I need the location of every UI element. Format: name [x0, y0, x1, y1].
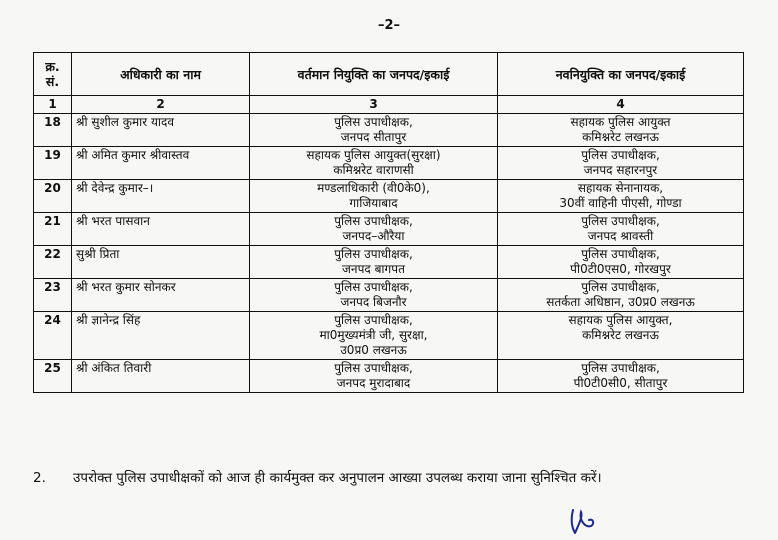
current-posting [250, 213, 498, 246]
officer-name: श्री अमित कुमार श्रीवास्तव [72, 147, 250, 180]
new-posting [498, 213, 744, 246]
new-posting [498, 147, 744, 180]
serial-number: 22 [34, 246, 72, 279]
posting-line: जनपद सहारनपुर [583, 163, 658, 177]
posting-line: जनपद–औरैया [342, 229, 405, 243]
posting-line: पी0टी0एस0, गोरखपुर [570, 262, 671, 276]
header-current-posting: वर्तमान नियुक्ति का जनपद/इकाई [250, 53, 498, 96]
posting-line: पुलिस उपाधीक्षक, [581, 148, 660, 162]
officer-name: श्री ज्ञानेन्द्र सिंह [72, 312, 250, 360]
table-header-row [34, 53, 744, 96]
column-number: 4 [498, 96, 744, 114]
posting-line: उ0प्र0 लखनऊ [340, 343, 407, 357]
current-posting [250, 180, 498, 213]
header-officer-name: अधिकारी का नाम [72, 53, 250, 96]
table-row [34, 246, 744, 279]
new-posting [498, 180, 744, 213]
current-posting [250, 312, 498, 360]
serial-number: 20 [34, 180, 72, 213]
posting-line: पुलिस उपाधीक्षक, [581, 280, 660, 294]
table-row [34, 114, 744, 147]
new-posting [498, 114, 744, 147]
header-new-posting: नवनियुक्ति का जनपद/इकाई [498, 53, 744, 96]
posting-line: कमिश्नरेट लखनऊ [582, 328, 659, 342]
table-body [34, 96, 744, 393]
posting-line: सहायक पुलिस आयुक्त, [568, 313, 673, 327]
posting-line: पुलिस उपाधीक्षक, [334, 115, 413, 129]
table-row [34, 180, 744, 213]
serial-number: 23 [34, 279, 72, 312]
posting-line: मण्डलाधिकारी (वी0के0), [317, 181, 430, 195]
posting-line: 30वीं वाहिनी पीएसी, गोण्डा [559, 196, 682, 210]
serial-number: 25 [34, 360, 72, 393]
posting-line: जनपद मुरादाबाद [336, 376, 411, 390]
serial-number: 19 [34, 147, 72, 180]
transfer-table [33, 52, 744, 393]
posting-line: पुलिस उपाधीक्षक, [334, 280, 413, 294]
serial-number: 24 [34, 312, 72, 360]
posting-line: सहायक पुलिस आयुक्त(सुरक्षा) [306, 148, 441, 162]
current-posting [250, 360, 498, 393]
officer-name: श्री भरत पासवान [72, 213, 250, 246]
new-posting [498, 312, 744, 360]
table-row [34, 312, 744, 360]
posting-line: सहायक सेनानायक, [577, 181, 664, 195]
column-number-row [34, 96, 744, 114]
current-posting [250, 279, 498, 312]
table-row [34, 360, 744, 393]
posting-line: पुलिस उपाधीक्षक, [334, 214, 413, 228]
posting-line: पुलिस उपाधीक्षक, [334, 313, 413, 327]
posting-line: पी0टी0सी0, सीतापुर [573, 376, 668, 390]
page-number: –2– [377, 18, 401, 33]
signature [565, 506, 605, 540]
posting-line: पुलिस उपाधीक्षक, [581, 361, 660, 375]
table-row [34, 279, 744, 312]
posting-line: जनपद बागपत [342, 262, 405, 276]
column-number: 2 [72, 96, 250, 114]
table-row [34, 213, 744, 246]
posting-line: गाजियाबाद [349, 196, 398, 210]
officer-name: सुश्री प्रिता [72, 246, 250, 279]
posting-line: पुलिस उपाधीक्षक, [581, 247, 660, 261]
posting-line: जनपद बिजनौर [340, 295, 407, 309]
current-posting [250, 246, 498, 279]
posting-line: पुलिस उपाधीक्षक, [334, 247, 413, 261]
new-posting [498, 279, 744, 312]
posting-line: कमिश्नरेट वाराणसी [333, 163, 414, 177]
instruction-paragraph [33, 467, 745, 489]
posting-line: मा0मुख्यमंत्री जी, सुरक्षा, [319, 328, 428, 342]
posting-line: कमिश्नरेट लखनऊ [582, 130, 659, 144]
officer-name: श्री सुशील कुमार यादव [72, 114, 250, 147]
new-posting [498, 246, 744, 279]
new-posting [498, 360, 744, 393]
current-posting [250, 147, 498, 180]
posting-line: सहायक पुलिस आयुक्त [570, 115, 671, 129]
officer-name: श्री भरत कुमार सोनकर [72, 279, 250, 312]
officer-name: श्री अंकित तिवारी [72, 360, 250, 393]
posting-line: पुलिस उपाधीक्षक, [581, 214, 660, 228]
column-number: 1 [34, 96, 72, 114]
serial-number: 21 [34, 213, 72, 246]
current-posting [250, 114, 498, 147]
column-number: 3 [250, 96, 498, 114]
table-row [34, 147, 744, 180]
posting-line: जनपद सीतापुर [340, 130, 407, 144]
paragraph-number: 2. [33, 470, 46, 486]
paragraph-text: उपरोक्त पुलिस उपाधीक्षकों को आज ही कार्यमुक्त कर अनुपालन आख्या उपलब्ध कराया जाना सुनिश्चित करें। [73, 470, 602, 486]
posting-line: पुलिस उपाधीक्षक, [334, 361, 413, 375]
serial-number: 18 [34, 114, 72, 147]
officer-name: श्री देवेन्द्र कुमार–। [72, 180, 250, 213]
header-serial-number: क्र. सं. [34, 53, 72, 96]
posting-line: जनपद श्रावस्ती [587, 229, 654, 243]
posting-line: सतर्कता अधिष्ठान, उ0प्र0 लखनऊ [546, 295, 695, 309]
